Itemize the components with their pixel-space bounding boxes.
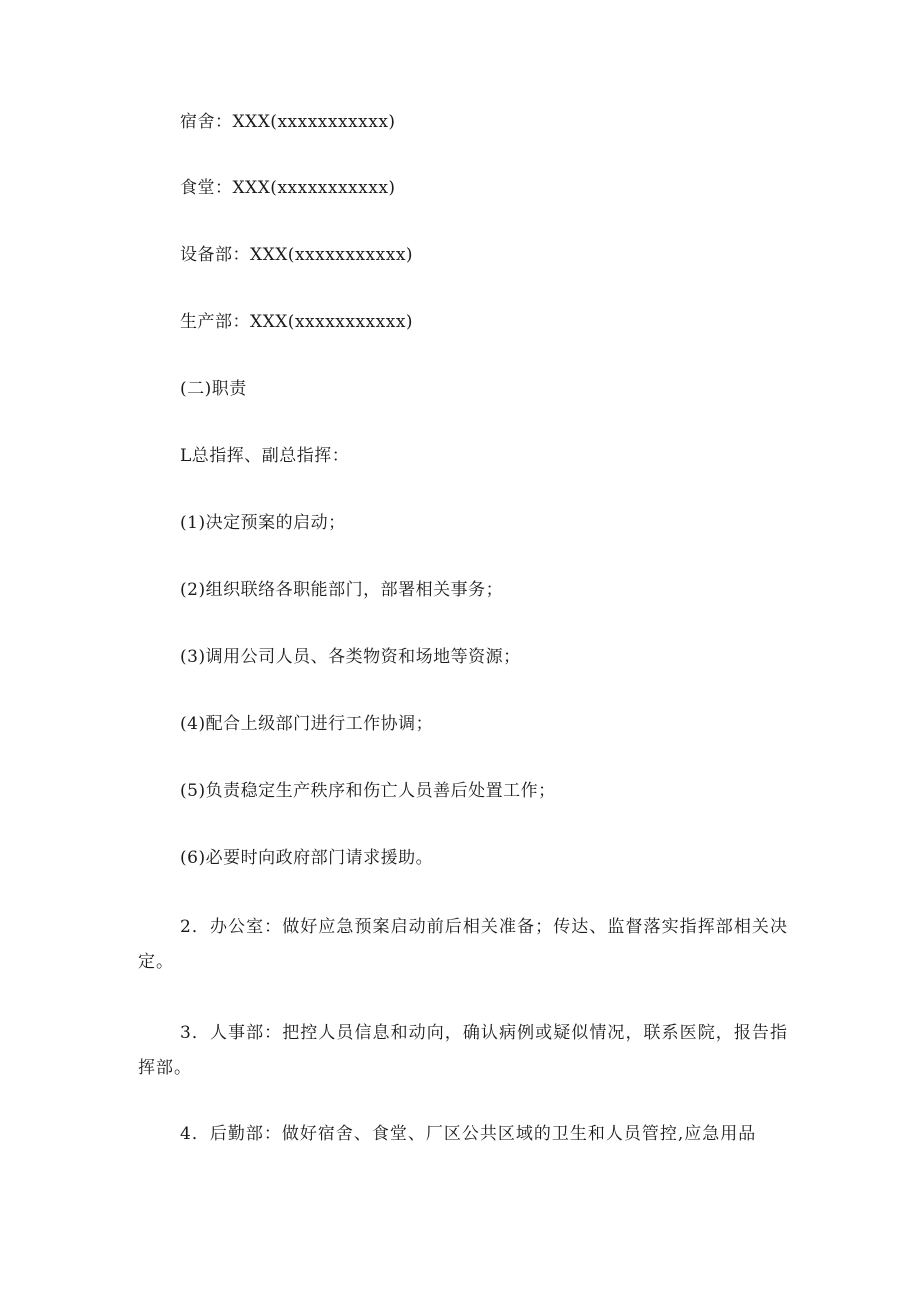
section-heading: (二)职责 xyxy=(180,379,247,399)
subitem-2: (2)组织联络各职能部门，部署相关事务； xyxy=(180,580,504,600)
subitem-1: (1)决定预案的启动； xyxy=(180,513,346,533)
paragraph-office: 2．办公室：做好应急预案启动前后相关准备；传达、监督落实指挥部相关决定。 xyxy=(138,917,788,972)
paragraph-hr: 3．人事部：把控人员信息和动向，确认病例或疑似情况，联系医院，报告指挥部。 xyxy=(138,1023,788,1078)
contact-equipment-dept: 设备部：XXX(xxxxxxxxxxx) xyxy=(180,245,414,265)
subitem-5: (5)负责稳定生产秩序和伤亡人员善后处置工作； xyxy=(180,781,556,801)
contact-canteen: 食堂：XXX(xxxxxxxxxxx) xyxy=(180,178,396,198)
subitem-6: (6)必要时向政府部门请求援助。 xyxy=(180,848,434,868)
contact-dormitory: 宿舍：XXX(xxxxxxxxxxx) xyxy=(180,112,396,132)
subitem-3: (3)调用公司人员、各类物资和场地等资源； xyxy=(180,647,521,667)
item1-heading: L总指挥、副总指挥： xyxy=(180,446,350,466)
subitem-4: (4)配合上级部门进行工作协调； xyxy=(180,714,434,734)
contact-production-dept: 生产部：XXX(xxxxxxxxxxx) xyxy=(180,312,414,332)
paragraph-logistics: 4．后勤部：做好宿舍、食堂、厂区公共区域的卫生和人员管控,应急用品 xyxy=(180,1124,757,1144)
